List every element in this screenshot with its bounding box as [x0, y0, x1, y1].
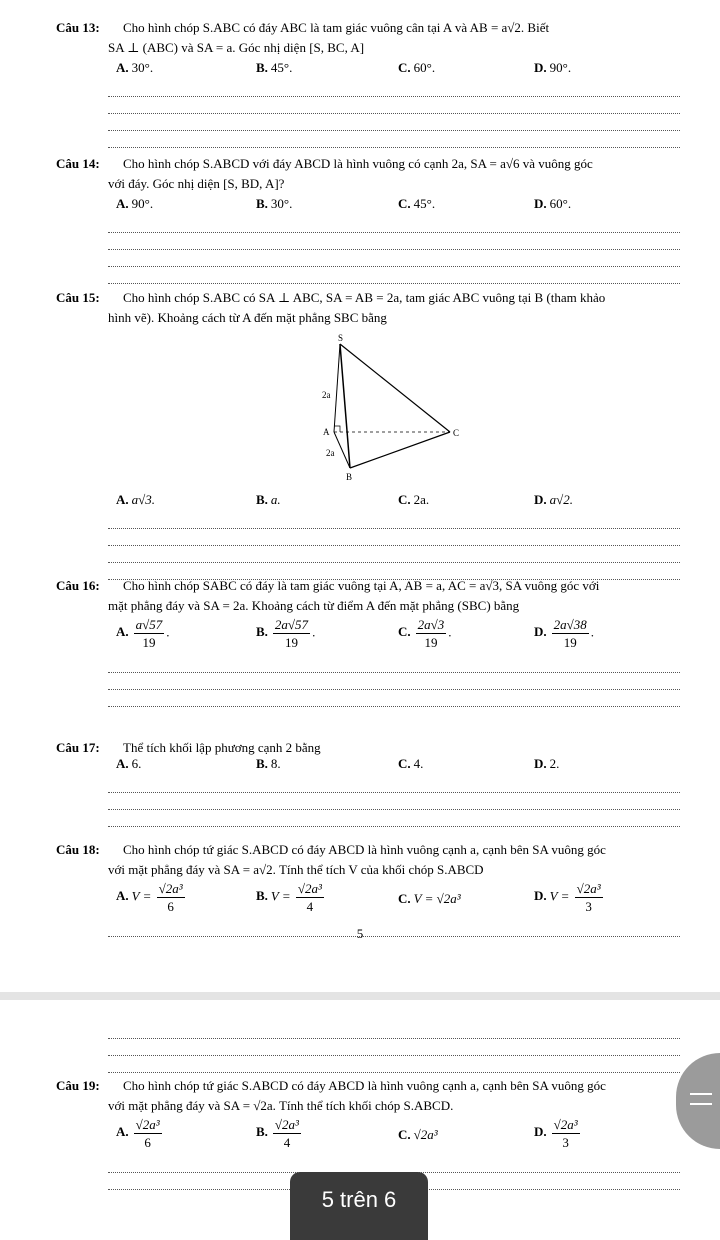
- answer-line: [108, 793, 680, 810]
- option-b[interactable]: B. 30°.: [256, 196, 293, 211]
- answer-line: [108, 529, 680, 546]
- page-number: 5: [356, 926, 364, 941]
- answer-line: [108, 250, 680, 267]
- question-stem-continued: mặt phẳng đáy và SA = 2a. Khoảng cách từ điểm A đến mặt phẳng (SBC) bằng: [108, 598, 520, 613]
- question-stem: Cho hình chóp tứ giác S.ABCD có đáy ABCD là hình vuông cạnh a, cạnh bên SA vuông góc: [123, 1078, 606, 1093]
- vertex-a: A: [323, 427, 330, 437]
- option-b[interactable]: B. V = $\frac{\text{√2a³}}{4}$: [256, 881, 322, 914]
- option-c[interactable]: C. 4.: [398, 756, 424, 771]
- vertex-s: S: [338, 334, 344, 343]
- option-a[interactable]: A. V = $\frac{\text{√2a³}}{6}$: [116, 881, 183, 914]
- question-label: Câu 14:: [56, 156, 100, 171]
- question-stem: Cho hình chóp S.ABC có đáy ABC là tam giác vuông cân tại A và AB = a√2. Biết: [123, 20, 550, 35]
- handle-line-icon: [690, 1093, 712, 1095]
- edge-bc: [350, 432, 450, 468]
- question-label: Câu 18:: [56, 842, 100, 857]
- answer-line: [108, 267, 680, 284]
- answer-options: [116, 58, 672, 80]
- question-label: Câu 13:: [56, 20, 100, 35]
- option-d[interactable]: D. $\frac{2a√38}{19}$ .: [534, 617, 595, 650]
- question-stem: Thể tích khối lập phương cạnh 2 bằng: [123, 740, 321, 755]
- page-separator: [0, 992, 720, 1000]
- option-d[interactable]: D. 60°.: [534, 196, 572, 211]
- right-angle-a: [334, 426, 340, 432]
- question-label: Câu 17:: [56, 740, 100, 755]
- option-b[interactable]: B. $\frac{2a√57}{19}$ .: [256, 617, 316, 650]
- answer-line: [108, 1039, 680, 1056]
- edge-sc: [340, 344, 450, 432]
- answer-line: [108, 690, 680, 707]
- edge-sa: [334, 344, 340, 432]
- option-a[interactable]: A. $\frac{a√57}{19}$ .: [116, 617, 170, 650]
- answer-options: [116, 490, 672, 512]
- answer-line: [108, 776, 680, 793]
- answer-line: [108, 1156, 680, 1173]
- question-13: [56, 18, 672, 148]
- option-c[interactable]: C. $\frac{2a√3}{19}$ .: [398, 617, 452, 650]
- option-a[interactable]: A. 6.: [116, 756, 142, 771]
- answer-line: [108, 97, 680, 114]
- vertex-b: B: [346, 472, 353, 482]
- option-c[interactable]: C. 2a.: [398, 492, 430, 507]
- question-stem: Cho hình chóp tứ giác S.ABCD có đáy ABCD là hình vuông cạnh a, cạnh bên SA vuông góc: [123, 842, 606, 857]
- option-a[interactable]: A. $\frac{\text{√2a³}}{6}$: [116, 1117, 160, 1150]
- pyramid-figure: [300, 334, 470, 484]
- answer-line: [108, 810, 680, 827]
- label-sa: 2a: [322, 390, 331, 400]
- option-a[interactable]: A. a√3.: [116, 492, 156, 507]
- answer-options: [116, 194, 672, 216]
- option-c[interactable]: C. V = √2a³: [398, 891, 461, 906]
- question-stem-continued: với mặt phẳng đáy và SA = √2a. Tính thể tích khối chóp S.ABCD.: [108, 1098, 454, 1113]
- option-b[interactable]: B. $\frac{\text{√2a³}}{4}$: [256, 1117, 299, 1150]
- question-18: [56, 840, 672, 937]
- question-label: Câu 16:: [56, 578, 100, 593]
- handle-line-icon: [690, 1103, 712, 1105]
- answer-options: [116, 616, 672, 656]
- option-a[interactable]: A. 30°.: [116, 60, 154, 75]
- answer-options: [116, 880, 672, 920]
- vertex-c: C: [453, 428, 460, 438]
- question-14: [56, 154, 672, 284]
- option-b[interactable]: B. a.: [256, 492, 281, 507]
- question-stem-continued: với đáy. Góc nhị diện [S, BD, A]?: [108, 176, 285, 191]
- answer-line: [108, 512, 680, 529]
- question-stem-continued: hình vẽ). Khoảng cách từ A đến mặt phẳng SBC bằng: [108, 310, 387, 325]
- option-c[interactable]: C. 60°.: [398, 60, 436, 75]
- answer-line: [108, 1056, 680, 1073]
- question-stem: Cho hình chóp S.ABC có SA ⊥ ABC, SA = AB = 2a, tam giác ABC vuông tại B (tham khảo: [123, 290, 606, 305]
- answer-line: [108, 233, 680, 250]
- answer-line: [108, 673, 680, 690]
- option-d[interactable]: D. $\frac{\text{√2a³}}{3}$: [534, 1117, 578, 1150]
- option-a[interactable]: A. 90°.: [116, 196, 154, 211]
- question-label: Câu 19:: [56, 1078, 100, 1093]
- answer-line: [108, 80, 680, 97]
- option-b[interactable]: B. 8.: [256, 756, 281, 771]
- answer-line: [108, 656, 680, 673]
- question-15: [56, 288, 672, 328]
- question-stem: Cho hình chóp SABC có đáy là tam giác vuông tại A, AB = a, AC = a√3, SA vuông góc với: [123, 578, 600, 593]
- answer-line: [108, 131, 680, 148]
- answer-line: [108, 546, 680, 563]
- page-indicator: 5 trên 6: [290, 1172, 428, 1240]
- option-d[interactable]: D. 2.: [534, 756, 560, 771]
- option-b[interactable]: B. 45°.: [256, 60, 293, 75]
- answer-line: [108, 1022, 680, 1039]
- question-17: [56, 738, 672, 827]
- option-c[interactable]: C. √2a³: [398, 1127, 438, 1142]
- question-19-prelines: [56, 1022, 672, 1073]
- label-ab: 2a: [326, 448, 335, 458]
- option-d[interactable]: D. 90°.: [534, 60, 572, 75]
- question-stem: Cho hình chóp S.ABCD với đáy ABCD là hình vuông có cạnh 2a, SA = a√6 và vuông góc: [123, 156, 593, 171]
- question-stem-continued: với mặt phẳng đáy và SA = a√2. Tính thể tích V của khối chóp S.ABCD: [108, 862, 484, 877]
- option-d[interactable]: D. V = $\frac{\text{√2a³}}{3}$: [534, 881, 601, 914]
- question-15-options: [56, 490, 672, 580]
- option-d[interactable]: D. a√2.: [534, 492, 574, 507]
- answer-options: [116, 754, 672, 776]
- option-c[interactable]: C. 45°.: [398, 196, 436, 211]
- answer-line: [108, 114, 680, 131]
- question-label: Câu 15:: [56, 290, 100, 305]
- answer-options: [116, 1116, 672, 1156]
- question-16: [56, 576, 672, 707]
- answer-line: [108, 216, 680, 233]
- question-stem-continued: SA ⊥ (ABC) và SA = a. Góc nhị diện [S, BC, A]: [108, 40, 365, 55]
